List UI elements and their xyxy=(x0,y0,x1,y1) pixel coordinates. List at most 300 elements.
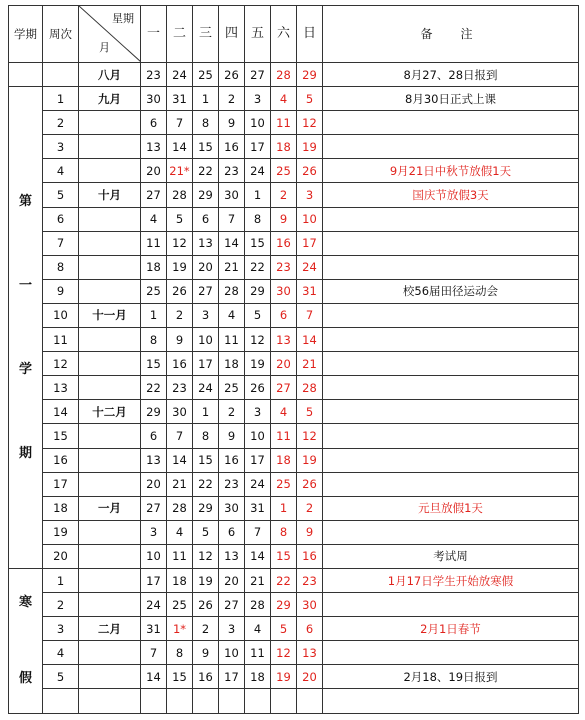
day-cell: 19 xyxy=(297,135,323,159)
week-number: 19 xyxy=(43,520,79,544)
day-cell: 23 xyxy=(219,159,245,183)
week-number: 12 xyxy=(43,352,79,376)
table-row xyxy=(9,472,579,496)
header-semester: 学期 xyxy=(9,6,43,63)
calendar-table xyxy=(8,5,579,714)
month-label xyxy=(79,159,141,183)
header-day-sat: 六 xyxy=(271,6,297,63)
day-cell: 11 xyxy=(141,231,167,255)
table-row xyxy=(9,231,579,255)
day-cell: 16 xyxy=(219,448,245,472)
week-number: 8 xyxy=(43,255,79,279)
day-cell: 5 xyxy=(167,207,193,231)
day-cell: 17 xyxy=(245,448,271,472)
day-cell: 8 xyxy=(141,328,167,352)
week-number: 5 xyxy=(43,183,79,207)
note-cell xyxy=(323,255,579,279)
day-cell: 4 xyxy=(271,400,297,424)
header-day-sun: 日 xyxy=(297,6,323,63)
day-cell: 5 xyxy=(297,400,323,424)
month-label: 十二月 xyxy=(79,400,141,424)
day-cell: 7 xyxy=(245,520,271,544)
semester-char: 假 xyxy=(18,670,32,686)
month-label xyxy=(79,376,141,400)
week-number: 15 xyxy=(43,424,79,448)
table-row xyxy=(9,352,579,376)
month-label xyxy=(79,279,141,303)
day-cell: 21* xyxy=(167,159,193,183)
note-cell: 8月27、28日报到 xyxy=(323,63,579,87)
day-cell: 27 xyxy=(141,183,167,207)
header-day-mon: 一 xyxy=(141,6,167,63)
day-cell: 27 xyxy=(271,376,297,400)
day-cell: 28 xyxy=(219,279,245,303)
month-label xyxy=(79,135,141,159)
day-cell: 4 xyxy=(167,520,193,544)
day-cell: 23 xyxy=(297,568,323,592)
table-row xyxy=(9,496,579,520)
table-row xyxy=(9,400,579,424)
day-cell: 2 xyxy=(271,183,297,207)
day-cell: 22 xyxy=(193,159,219,183)
day-cell: 4 xyxy=(245,617,271,641)
note-cell: 元旦放假1天 xyxy=(323,496,579,520)
day-cell: 20 xyxy=(141,472,167,496)
day-cell: 31 xyxy=(297,279,323,303)
day-cell: 14 xyxy=(297,328,323,352)
header-day-tue: 二 xyxy=(167,6,193,63)
day-cell: 15 xyxy=(193,135,219,159)
day-cell: 3 xyxy=(141,520,167,544)
note-cell xyxy=(323,424,579,448)
table-row xyxy=(9,159,579,183)
table-row xyxy=(9,641,579,665)
day-cell: 13 xyxy=(219,544,245,568)
day-cell: 18 xyxy=(271,448,297,472)
table-row xyxy=(9,111,579,135)
month-label xyxy=(79,328,141,352)
day-cell: 5 xyxy=(271,617,297,641)
day-cell: 20 xyxy=(297,665,323,689)
week-number: 10 xyxy=(43,303,79,327)
note-cell: 9月21日中秋节放假1天 xyxy=(323,159,579,183)
day-cell: 12 xyxy=(297,424,323,448)
month-label: 八月 xyxy=(79,63,141,87)
day-cell: 24 xyxy=(245,159,271,183)
day-cell: 13 xyxy=(141,448,167,472)
day-cell: 23 xyxy=(219,472,245,496)
day-cell: 12 xyxy=(245,328,271,352)
day-cell: 28 xyxy=(167,496,193,520)
day-cell: 21 xyxy=(245,568,271,592)
note-cell: 校56届田径运动会 xyxy=(323,279,579,303)
table-row xyxy=(9,87,579,111)
day-cell: 15 xyxy=(245,231,271,255)
note-cell xyxy=(323,689,579,713)
note-cell xyxy=(323,520,579,544)
month-label xyxy=(79,568,141,592)
day-cell: 15 xyxy=(271,544,297,568)
month-label: 一月 xyxy=(79,496,141,520)
note-cell xyxy=(323,448,579,472)
day-cell: 11 xyxy=(271,111,297,135)
day-cell: 16 xyxy=(219,135,245,159)
note-cell xyxy=(323,593,579,617)
table-row xyxy=(9,328,579,352)
day-cell: 20 xyxy=(193,255,219,279)
day-cell: 6 xyxy=(219,520,245,544)
table-row xyxy=(9,183,579,207)
day-cell: 16 xyxy=(193,665,219,689)
week-number: 2 xyxy=(43,111,79,135)
note-cell xyxy=(323,111,579,135)
day-cell: 25 xyxy=(141,279,167,303)
day-cell: 31 xyxy=(245,496,271,520)
day-cell: 28 xyxy=(297,376,323,400)
day-cell: 7 xyxy=(167,111,193,135)
day-cell: 3 xyxy=(193,303,219,327)
day-cell: 25 xyxy=(167,593,193,617)
day-cell: 1 xyxy=(245,183,271,207)
day-cell: 6 xyxy=(141,424,167,448)
day-cell: 8 xyxy=(193,111,219,135)
note-cell: 考试周 xyxy=(323,544,579,568)
day-cell: 10 xyxy=(297,207,323,231)
day-cell: 9 xyxy=(219,111,245,135)
note-cell xyxy=(323,328,579,352)
day-cell xyxy=(193,689,219,713)
day-cell: 24 xyxy=(245,472,271,496)
day-cell: 14 xyxy=(141,665,167,689)
semester-char: 一 xyxy=(18,277,32,293)
day-cell: 28 xyxy=(245,593,271,617)
table-row xyxy=(9,568,579,592)
week-number: 16 xyxy=(43,448,79,472)
day-cell: 18 xyxy=(219,352,245,376)
month-label: 九月 xyxy=(79,87,141,111)
day-cell: 24 xyxy=(141,593,167,617)
day-cell: 5 xyxy=(297,87,323,111)
day-cell: 20 xyxy=(219,568,245,592)
day-cell: 14 xyxy=(167,135,193,159)
day-cell: 15 xyxy=(167,665,193,689)
day-cell: 7 xyxy=(141,641,167,665)
day-cell: 23 xyxy=(167,376,193,400)
day-cell: 30 xyxy=(219,496,245,520)
day-cell: 2 xyxy=(193,617,219,641)
day-cell: 19 xyxy=(193,568,219,592)
day-cell: 10 xyxy=(219,641,245,665)
day-cell: 25 xyxy=(271,472,297,496)
day-cell: 29 xyxy=(271,593,297,617)
table-row xyxy=(9,665,579,689)
week-number xyxy=(43,63,79,87)
header-weekday-month xyxy=(79,6,141,63)
day-cell xyxy=(245,689,271,713)
semester-name xyxy=(9,568,43,713)
note-cell xyxy=(323,376,579,400)
day-cell: 26 xyxy=(193,593,219,617)
day-cell: 21 xyxy=(297,352,323,376)
header-month-label: 月 xyxy=(99,41,110,54)
day-cell: 31 xyxy=(167,87,193,111)
day-cell: 8 xyxy=(271,520,297,544)
semester-char: 第 xyxy=(18,193,32,209)
day-cell: 18 xyxy=(141,255,167,279)
day-cell: 22 xyxy=(141,376,167,400)
day-cell: 11 xyxy=(271,424,297,448)
day-cell: 22 xyxy=(271,568,297,592)
day-cell xyxy=(297,689,323,713)
day-cell: 16 xyxy=(297,544,323,568)
day-cell: 7 xyxy=(219,207,245,231)
day-cell: 9 xyxy=(297,520,323,544)
day-cell: 30 xyxy=(271,279,297,303)
day-cell: 15 xyxy=(193,448,219,472)
note-cell xyxy=(323,400,579,424)
table-row xyxy=(9,207,579,231)
note-cell: 2月18、19日报到 xyxy=(323,665,579,689)
day-cell: 26 xyxy=(297,159,323,183)
table-row xyxy=(9,617,579,641)
day-cell: 18 xyxy=(245,665,271,689)
day-cell: 3 xyxy=(245,400,271,424)
month-label: 十一月 xyxy=(79,303,141,327)
day-cell: 2 xyxy=(219,400,245,424)
month-label: 二月 xyxy=(79,617,141,641)
note-cell xyxy=(323,303,579,327)
day-cell: 26 xyxy=(167,279,193,303)
day-cell: 19 xyxy=(297,448,323,472)
day-cell: 1 xyxy=(141,303,167,327)
day-cell: 15 xyxy=(141,352,167,376)
day-cell: 2 xyxy=(297,496,323,520)
week-number: 7 xyxy=(43,231,79,255)
day-cell: 29 xyxy=(193,496,219,520)
month-label xyxy=(79,448,141,472)
month-label xyxy=(79,472,141,496)
day-cell: 14 xyxy=(167,448,193,472)
month-label xyxy=(79,665,141,689)
week-number: 1 xyxy=(43,87,79,111)
semester-char: 寒 xyxy=(18,594,32,610)
header-notes: 备 注 xyxy=(323,6,579,63)
day-cell: 1 xyxy=(271,496,297,520)
day-cell: 24 xyxy=(193,376,219,400)
day-cell: 12 xyxy=(271,641,297,665)
note-cell xyxy=(323,472,579,496)
month-label xyxy=(79,207,141,231)
note-cell xyxy=(323,352,579,376)
week-number: 13 xyxy=(43,376,79,400)
day-cell: 14 xyxy=(245,544,271,568)
month-label xyxy=(79,689,141,713)
day-cell: 29 xyxy=(193,183,219,207)
day-cell: 6 xyxy=(193,207,219,231)
day-cell: 12 xyxy=(167,231,193,255)
day-cell: 7 xyxy=(297,303,323,327)
note-cell xyxy=(323,207,579,231)
day-cell: 11 xyxy=(219,328,245,352)
day-cell: 30 xyxy=(219,183,245,207)
day-cell: 1 xyxy=(193,400,219,424)
header-day-thu: 四 xyxy=(219,6,245,63)
day-cell: 1* xyxy=(167,617,193,641)
day-cell: 10 xyxy=(193,328,219,352)
day-cell: 29 xyxy=(141,400,167,424)
day-cell xyxy=(167,689,193,713)
day-cell: 25 xyxy=(271,159,297,183)
week-number: 14 xyxy=(43,400,79,424)
month-label: 十月 xyxy=(79,183,141,207)
day-cell: 26 xyxy=(297,472,323,496)
day-cell: 3 xyxy=(245,87,271,111)
day-cell: 24 xyxy=(297,255,323,279)
header-weekday-label: 星期 xyxy=(112,12,134,25)
day-cell: 1 xyxy=(193,87,219,111)
day-cell: 14 xyxy=(219,231,245,255)
table-row xyxy=(9,303,579,327)
day-cell: 10 xyxy=(141,544,167,568)
day-cell: 13 xyxy=(193,231,219,255)
day-cell: 27 xyxy=(245,63,271,87)
note-cell: 2月1日春节 xyxy=(323,617,579,641)
day-cell: 2 xyxy=(219,87,245,111)
day-cell: 4 xyxy=(271,87,297,111)
day-cell: 17 xyxy=(193,352,219,376)
day-cell: 5 xyxy=(193,520,219,544)
table-row xyxy=(9,544,579,568)
table-row xyxy=(9,448,579,472)
day-cell: 17 xyxy=(245,135,271,159)
day-cell: 20 xyxy=(271,352,297,376)
day-cell: 22 xyxy=(245,255,271,279)
day-cell: 12 xyxy=(297,111,323,135)
day-cell: 5 xyxy=(245,303,271,327)
day-cell: 18 xyxy=(167,568,193,592)
day-cell: 4 xyxy=(219,303,245,327)
day-cell: 6 xyxy=(297,617,323,641)
note-cell xyxy=(323,135,579,159)
day-cell: 9 xyxy=(271,207,297,231)
day-cell: 16 xyxy=(271,231,297,255)
day-cell: 29 xyxy=(297,63,323,87)
day-cell: 7 xyxy=(167,424,193,448)
day-cell: 29 xyxy=(245,279,271,303)
day-cell: 8 xyxy=(193,424,219,448)
header-week: 周次 xyxy=(43,6,79,63)
day-cell: 17 xyxy=(219,665,245,689)
school-calendar xyxy=(8,5,578,714)
day-cell: 21 xyxy=(219,255,245,279)
week-number: 5 xyxy=(43,665,79,689)
week-number xyxy=(43,689,79,713)
day-cell: 19 xyxy=(245,352,271,376)
week-number: 4 xyxy=(43,159,79,183)
header-day-fri: 五 xyxy=(245,6,271,63)
day-cell: 18 xyxy=(271,135,297,159)
day-cell: 3 xyxy=(297,183,323,207)
week-number: 20 xyxy=(43,544,79,568)
day-cell: 23 xyxy=(271,255,297,279)
semester-char: 学 xyxy=(18,361,32,377)
semester-name xyxy=(9,87,43,569)
day-cell: 26 xyxy=(219,63,245,87)
day-cell: 6 xyxy=(271,303,297,327)
month-label xyxy=(79,544,141,568)
day-cell: 11 xyxy=(245,641,271,665)
day-cell: 24 xyxy=(167,63,193,87)
week-number: 2 xyxy=(43,593,79,617)
day-cell: 13 xyxy=(297,641,323,665)
note-cell: 国庆节放假3天 xyxy=(323,183,579,207)
day-cell: 30 xyxy=(167,400,193,424)
day-cell: 23 xyxy=(141,63,167,87)
note-cell xyxy=(323,231,579,255)
day-cell: 19 xyxy=(167,255,193,279)
table-row xyxy=(9,689,579,713)
day-cell: 17 xyxy=(141,568,167,592)
day-cell: 27 xyxy=(193,279,219,303)
day-cell: 8 xyxy=(245,207,271,231)
week-number: 3 xyxy=(43,135,79,159)
table-row xyxy=(9,376,579,400)
table-row xyxy=(9,279,579,303)
table-row xyxy=(9,424,579,448)
month-label xyxy=(79,520,141,544)
week-number: 1 xyxy=(43,568,79,592)
day-cell: 22 xyxy=(193,472,219,496)
month-label xyxy=(79,641,141,665)
week-number: 3 xyxy=(43,617,79,641)
day-cell: 30 xyxy=(297,593,323,617)
day-cell: 12 xyxy=(193,544,219,568)
month-label xyxy=(79,352,141,376)
note-cell: 1月17日学生开始放寒假 xyxy=(323,568,579,592)
table-row xyxy=(9,520,579,544)
day-cell: 27 xyxy=(141,496,167,520)
day-cell: 16 xyxy=(167,352,193,376)
week-number: 17 xyxy=(43,472,79,496)
day-cell: 13 xyxy=(141,135,167,159)
day-cell: 10 xyxy=(245,424,271,448)
table-row xyxy=(9,593,579,617)
day-cell: 26 xyxy=(245,376,271,400)
day-cell: 8 xyxy=(167,641,193,665)
semester-char: 期 xyxy=(18,445,32,461)
semester-cell-empty xyxy=(9,63,43,87)
day-cell: 31 xyxy=(141,617,167,641)
table-row xyxy=(9,135,579,159)
day-cell: 3 xyxy=(219,617,245,641)
header-row xyxy=(9,6,579,63)
week-number: 9 xyxy=(43,279,79,303)
day-cell: 25 xyxy=(193,63,219,87)
week-number: 6 xyxy=(43,207,79,231)
day-cell: 21 xyxy=(167,472,193,496)
day-cell: 28 xyxy=(271,63,297,87)
note-cell xyxy=(323,641,579,665)
day-cell: 28 xyxy=(167,183,193,207)
day-cell: 30 xyxy=(141,87,167,111)
week-number: 4 xyxy=(43,641,79,665)
day-cell: 13 xyxy=(271,328,297,352)
week-number: 18 xyxy=(43,496,79,520)
day-cell: 19 xyxy=(271,665,297,689)
day-cell: 20 xyxy=(141,159,167,183)
day-cell: 10 xyxy=(245,111,271,135)
month-label xyxy=(79,111,141,135)
